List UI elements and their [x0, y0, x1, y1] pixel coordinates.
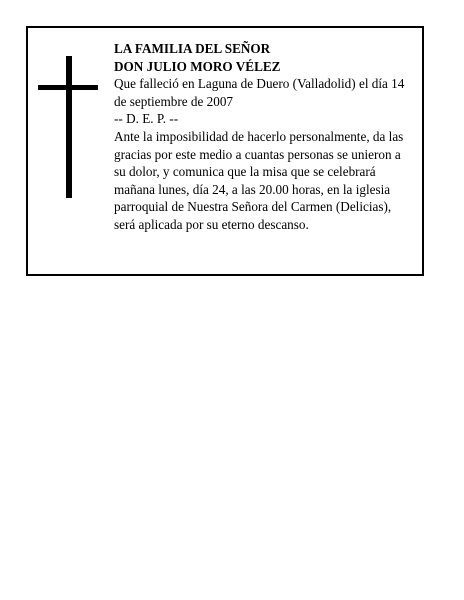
cross-vertical-bar	[66, 56, 72, 198]
family-line: LA FAMILIA DEL SEÑOR	[114, 41, 271, 56]
cross-horizontal-bar	[38, 85, 98, 90]
obituary-notice	[26, 26, 424, 276]
notice-text	[114, 40, 414, 234]
rip-line: -- D. E. P. --	[114, 111, 179, 127]
death-info: Que falleció en Laguna de Duero (Valladolid) el día 14 de septiembre de 2007	[114, 76, 405, 109]
deceased-name: DON JULIO MORO VÉLEZ	[114, 58, 281, 74]
notice-body: Ante la imposibilidad de hacerlo personalmente, da las gracias por este medio a cuantas personas se unieron a su dolor, y comunica que la misa que se celebrará mañana lunes, día 24, a las 20.00 horas, en la iglesia parroquial de Nuestra Señora del Carmen (Delicias), será aplicada por su eterno descanso.	[114, 128, 404, 232]
